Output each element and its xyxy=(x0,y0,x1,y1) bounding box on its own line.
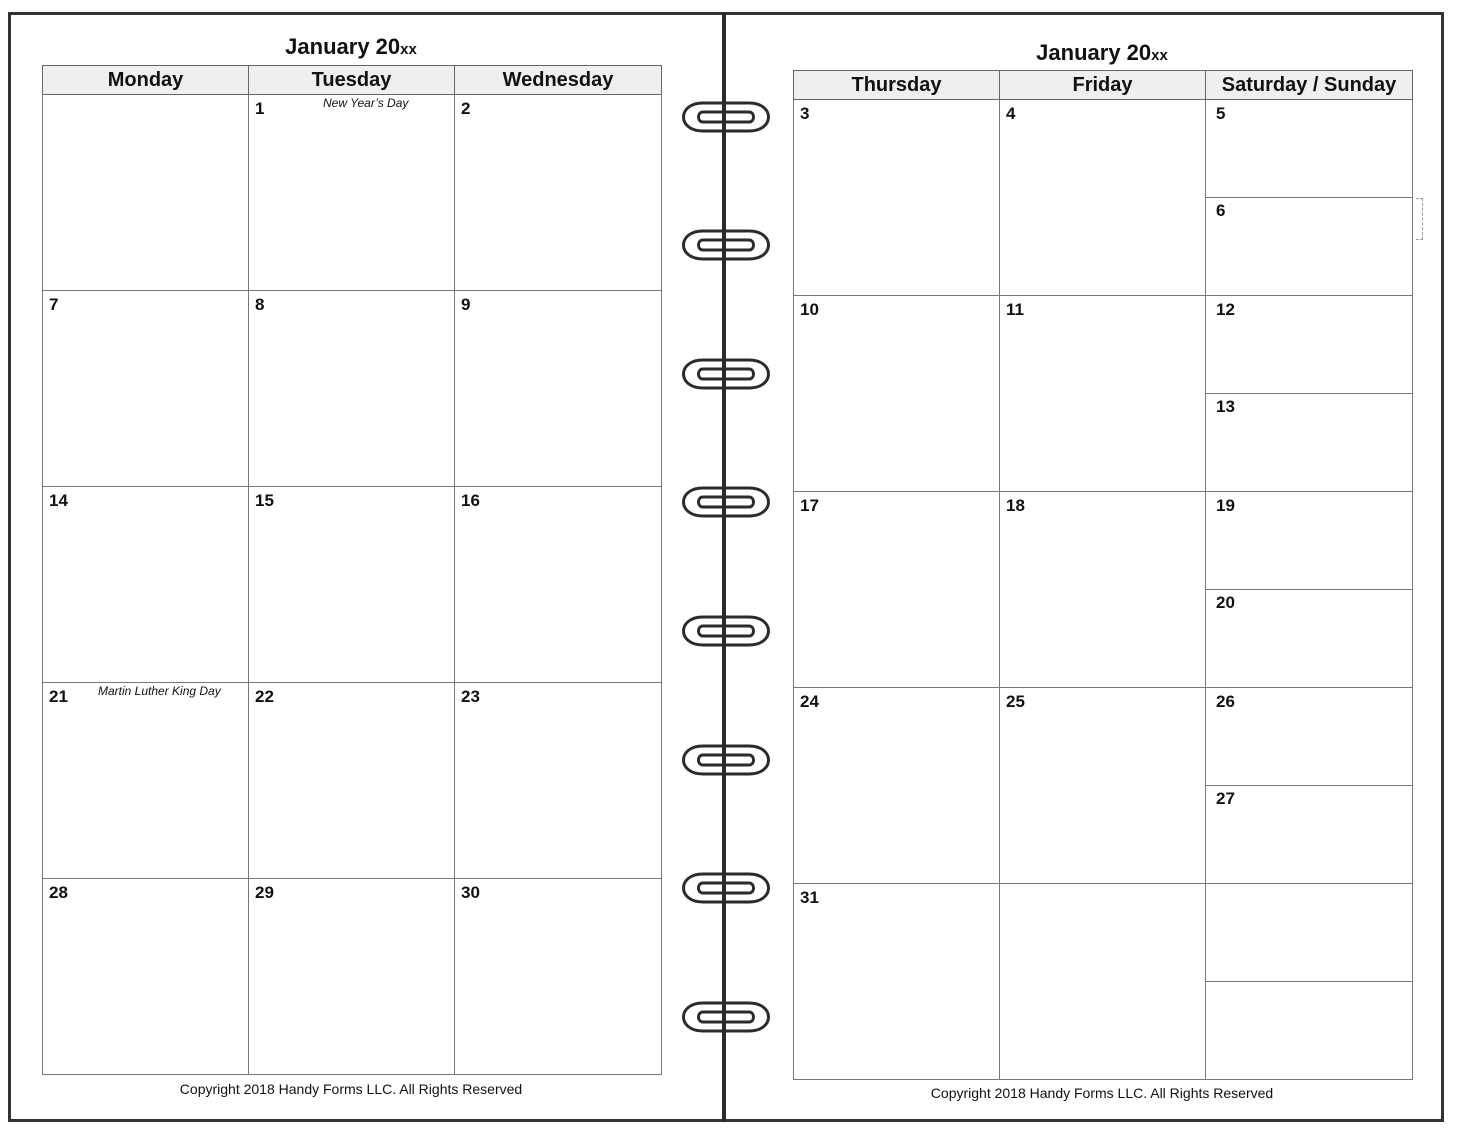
day-cell[interactable] xyxy=(1000,100,1206,296)
day-number: 18 xyxy=(1006,496,1025,515)
weekend-cell[interactable] xyxy=(1206,492,1413,688)
day-number: 4 xyxy=(1006,104,1016,123)
weekend-divider xyxy=(1206,197,1412,198)
day-number: 3 xyxy=(800,104,810,123)
day-number: 25 xyxy=(1006,692,1025,711)
left-page-title xyxy=(42,34,660,60)
left-calendar-grid xyxy=(42,65,662,1075)
right-copyright: Copyright 2018 Handy Forms LLC. All Rights Reserved xyxy=(930,1085,1274,1101)
day-number: 11 xyxy=(1006,300,1024,319)
header-friday: Friday xyxy=(1000,71,1206,100)
binder-ring-icon xyxy=(681,357,771,391)
day-number: 19 xyxy=(1216,496,1235,515)
right-page-title xyxy=(793,40,1411,66)
day-cell[interactable] xyxy=(43,683,249,879)
binder-ring-icon xyxy=(681,485,771,519)
day-cell[interactable] xyxy=(249,487,455,683)
binder-ring-icon xyxy=(681,1000,771,1034)
weekend-divider xyxy=(1206,785,1412,786)
day-number: 20 xyxy=(1216,593,1235,612)
day-number: 7 xyxy=(49,295,59,314)
day-cell[interactable] xyxy=(43,95,249,291)
day-number: 17 xyxy=(800,496,819,515)
day-number: 27 xyxy=(1216,789,1235,808)
weekend-cell[interactable] xyxy=(1206,884,1413,1080)
day-cell[interactable] xyxy=(249,95,455,291)
day-number: 9 xyxy=(461,295,471,314)
left-copyright: Copyright 2018 Handy Forms LLC. All Rights Reserved xyxy=(179,1081,523,1097)
day-cell[interactable] xyxy=(249,683,455,879)
binder-ring-icon xyxy=(681,228,771,262)
binder-ring-icon xyxy=(681,614,771,648)
day-number: 30 xyxy=(461,883,480,902)
weekend-divider xyxy=(1206,981,1412,982)
day-number: 28 xyxy=(49,883,68,902)
day-cell[interactable] xyxy=(455,95,662,291)
day-cell[interactable] xyxy=(43,487,249,683)
binder-ring-icon xyxy=(681,871,771,905)
day-cell[interactable] xyxy=(1000,884,1206,1080)
left-title-suffix: xx xyxy=(400,41,417,58)
day-number: 24 xyxy=(800,692,819,711)
header-monday: Monday xyxy=(43,66,249,95)
day-number: 6 xyxy=(1216,201,1226,220)
day-cell[interactable] xyxy=(1000,688,1206,884)
day-number: 10 xyxy=(800,300,819,319)
binding-spine xyxy=(722,12,726,1122)
right-title-text: January 20 xyxy=(1036,40,1152,65)
day-cell[interactable] xyxy=(794,100,1000,296)
day-number: 1 xyxy=(255,99,265,118)
binder-ring-icon xyxy=(681,100,771,134)
day-number: 14 xyxy=(49,491,68,510)
day-cell[interactable] xyxy=(455,487,662,683)
day-cell[interactable] xyxy=(794,296,1000,492)
weekend-cell[interactable] xyxy=(1206,100,1413,296)
day-cell[interactable] xyxy=(249,879,455,1075)
day-number: 23 xyxy=(461,687,480,706)
right-title-suffix: xx xyxy=(1151,47,1168,64)
day-cell[interactable] xyxy=(794,884,1000,1080)
header-tuesday: Tuesday xyxy=(249,66,455,95)
day-number: 21 xyxy=(49,687,68,706)
day-cell[interactable] xyxy=(1000,492,1206,688)
day-cell[interactable] xyxy=(43,879,249,1075)
day-number: 22 xyxy=(255,687,274,706)
weekend-cell[interactable] xyxy=(1206,296,1413,492)
day-number: 26 xyxy=(1216,692,1235,711)
day-cell[interactable] xyxy=(455,291,662,487)
day-number: 15 xyxy=(255,491,274,510)
day-cell[interactable] xyxy=(455,683,662,879)
day-cell[interactable] xyxy=(455,879,662,1075)
day-cell[interactable] xyxy=(794,688,1000,884)
day-number: 5 xyxy=(1216,104,1226,123)
right-calendar-grid xyxy=(793,70,1413,1080)
header-wednesday: Wednesday xyxy=(455,66,662,95)
day-cell[interactable] xyxy=(794,492,1000,688)
holiday-label: New Year’s Day xyxy=(323,96,409,110)
tab-marker xyxy=(1416,198,1423,240)
left-title-text: January 20 xyxy=(285,34,401,59)
day-number: 2 xyxy=(461,99,471,118)
day-number: 16 xyxy=(461,491,480,510)
day-number: 29 xyxy=(255,883,274,902)
holiday-label: Martin Luther King Day xyxy=(98,684,221,698)
header-thursday: Thursday xyxy=(794,71,1000,100)
header-saturday-sunday: Saturday / Sunday xyxy=(1206,71,1413,100)
day-number: 13 xyxy=(1216,397,1235,416)
day-number: 12 xyxy=(1216,300,1235,319)
day-cell[interactable] xyxy=(1000,296,1206,492)
weekend-divider xyxy=(1206,589,1412,590)
day-cell[interactable] xyxy=(43,291,249,487)
weekend-cell[interactable] xyxy=(1206,688,1413,884)
day-number: 31 xyxy=(800,888,819,907)
binder-ring-icon xyxy=(681,743,771,777)
day-cell[interactable] xyxy=(249,291,455,487)
day-number: 8 xyxy=(255,295,265,314)
weekend-divider xyxy=(1206,393,1412,394)
